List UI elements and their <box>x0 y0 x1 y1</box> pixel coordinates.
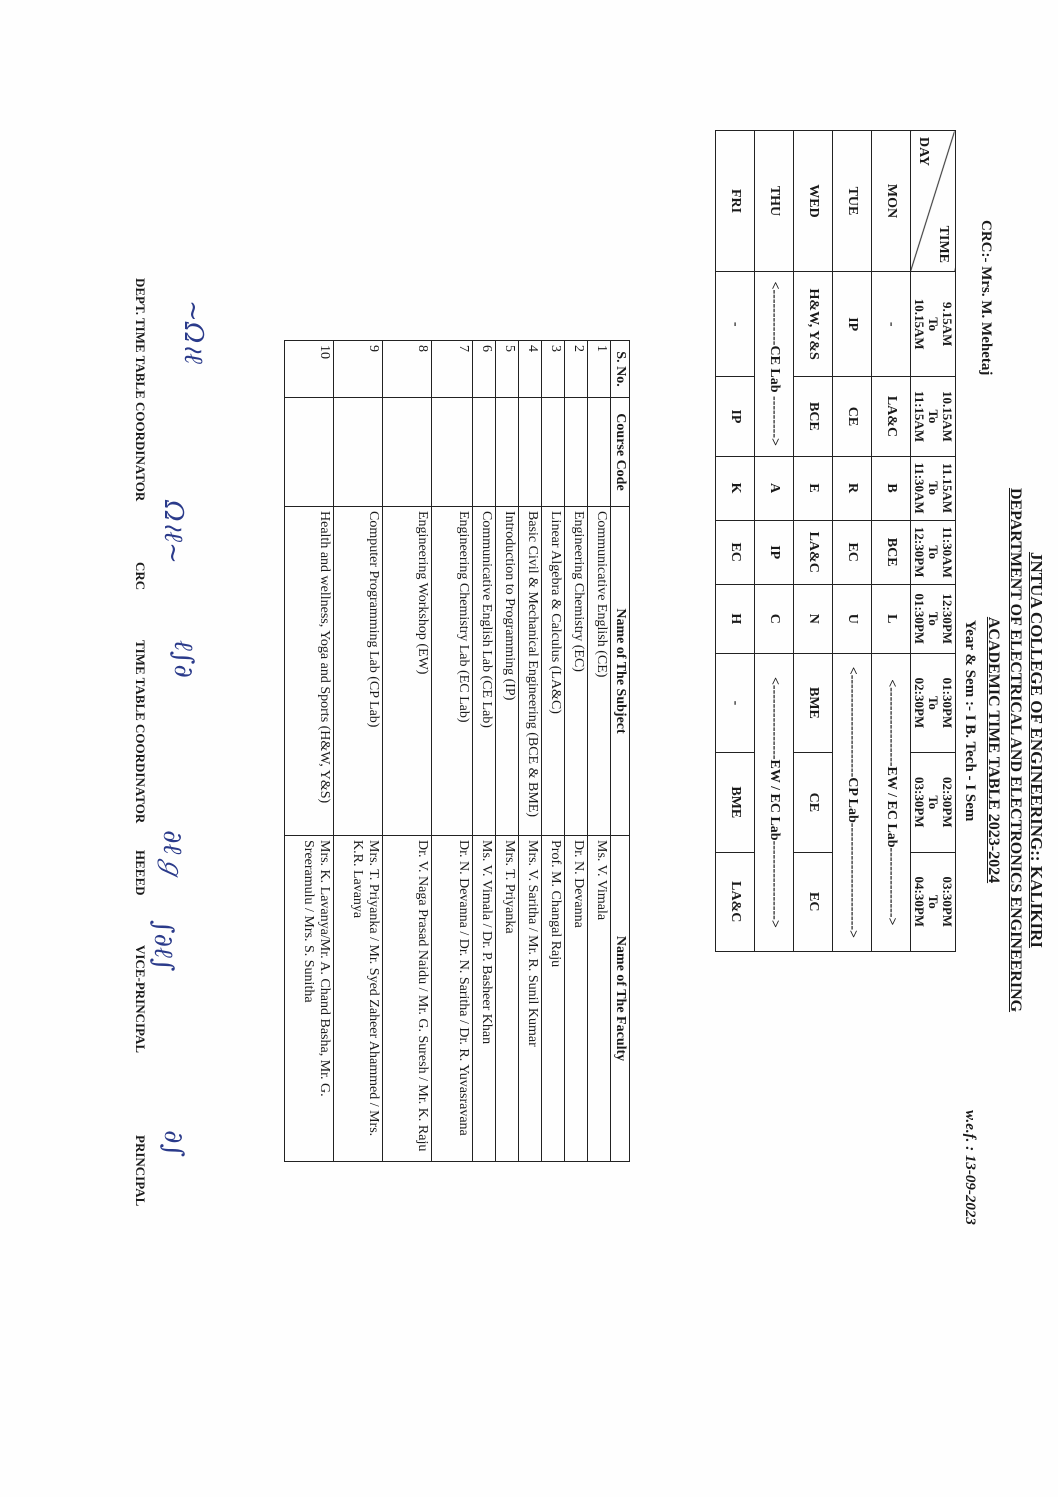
role-hod: HEEED <box>133 850 148 896</box>
role-timetable-coordinator: TIME TABLE COORDINATOR <box>133 640 148 824</box>
table-row: 5 Introduction to Programming (IP) Mrs. T. Priyanka <box>496 341 519 1162</box>
period-cell: LA&C <box>716 852 755 951</box>
lunch-letter: L <box>872 584 911 653</box>
period-cell: H&W, Y&S <box>794 272 833 377</box>
period-cell: EC <box>716 520 755 584</box>
college-name: JNTUA COLLEGE OF ENGINEERING:: KALIKIRI <box>1027 551 1046 949</box>
time-slot-3: 11.15AM To 11:30AM <box>911 456 956 520</box>
time-slot-4: 11:30AM To 12:30PM <box>911 520 956 584</box>
signature-crc: Ω≀ℓ~ <box>158 500 188 564</box>
table-row: 7 Engineering Chemistry Lab (EC Lab) Dr. N. Devanna / Dr. N. Saritha / Dr. R. Yuvasravana <box>432 341 473 1162</box>
period-cell: BME <box>794 653 833 752</box>
document-title: ACADEMIC TIME TABLE 2023-2024 <box>985 616 1002 884</box>
corner-day-label: DAY <box>916 137 931 167</box>
lab-span-cell: <----------------EW / EC Lab-----------------> <box>755 653 794 951</box>
period-cell: - <box>872 272 911 377</box>
effective-date: w.e.f. : 13-09-2023 <box>962 1110 978 1225</box>
period-cell: BME <box>716 753 755 852</box>
lunch-letter: H <box>716 584 755 653</box>
day-label: MON <box>872 131 911 272</box>
day-label: FRI <box>716 131 755 272</box>
signature-vice-principal: ∫∂ℓ∫ <box>148 920 178 972</box>
year-semester: Year & Sem :- I B. Tech - I Sem <box>962 620 978 822</box>
timetable-row-fri <box>716 131 755 952</box>
break-letter: E <box>794 456 833 520</box>
table-row: 3 Linear Algebra & Calculus (LA&C) Prof. M. Changal Raju <box>542 341 565 1162</box>
time-slot-2: 10.15AM To 11:15AM <box>911 377 956 456</box>
break-letter: A <box>755 456 794 520</box>
break-letter: K <box>716 456 755 520</box>
time-slot-8: 03:30PM To 04:30PM <box>911 852 956 951</box>
col-header-faculty: Name of The Faculty <box>611 836 630 1162</box>
period-cell: BCE <box>794 377 833 456</box>
day-label: THU <box>755 131 794 272</box>
lunch-letter: U <box>833 584 872 653</box>
table-row: 2 Engineering Chemistry (EC) Dr. N. Devanna <box>565 341 588 1162</box>
period-cell: IP <box>755 520 794 584</box>
signature-timetable-coordinator: ℓ∫∂ <box>168 640 198 678</box>
break-letter: B <box>872 456 911 520</box>
timetable-row-wed <box>794 131 833 952</box>
time-slot-1: 9.15AM To 10.15AM <box>911 272 956 377</box>
lab-span-cell: <------------CE Lab ---------> <box>755 272 794 457</box>
lab-span-cell: <-----------------EW / EC Lab---------------> <box>872 653 911 951</box>
department-name: DEPARTMENT OF ELECTRICAL AND ELECTRONICS ENGINEERING <box>1007 487 1024 1013</box>
col-header-sno: S. No. <box>611 341 630 398</box>
period-cell: BCE <box>872 520 911 584</box>
period-cell: CE <box>833 377 872 456</box>
subject-faculty-table <box>284 340 630 1162</box>
timetable-row-thu <box>755 131 794 952</box>
role-vice-principal: VICE-PRINCIPAL <box>133 945 148 1054</box>
role-principal: PRINCIPAL <box>133 1135 148 1207</box>
time-day-corner <box>911 131 956 272</box>
signature-dept-coordinator: ~Ω≀ℓ <box>178 300 208 364</box>
period-cell: LA&C <box>872 377 911 456</box>
table-row: 6 Communicative English Lab (CE Lab) Ms. V. Vimala / Dr. P. Basheer Khan <box>473 341 496 1162</box>
day-label: WED <box>794 131 833 272</box>
timetable-header-row <box>911 131 956 952</box>
timetable-row-mon <box>872 131 911 952</box>
subject-table-header <box>611 341 630 1162</box>
table-row: 4 Basic Civil & Mechanical Engineering (BCE & BME) Mrs. V. Saritha / Mr. R. Sunil Kumar <box>519 341 542 1162</box>
period-cell: CE <box>794 753 833 852</box>
role-crc: CRC <box>133 562 148 591</box>
table-row: 8 Engineering Workshop (EW) Dr. V. Naga Prasad Naidu / Mr. G. Suresh / Mr. K. Raju <box>383 341 432 1162</box>
lunch-letter: C <box>755 584 794 653</box>
period-cell: IP <box>716 377 755 456</box>
lunch-letter: N <box>794 584 833 653</box>
col-header-subject: Name of The Subject <box>611 507 630 836</box>
time-slot-7: 02:30PM To 03:30PM <box>911 753 956 852</box>
table-row: 1 Communicative English (CE) Ms. V. Vimala <box>588 341 611 1162</box>
period-cell: LA&C <box>794 520 833 584</box>
col-header-code: Course Code <box>611 398 630 507</box>
period-cell: IP <box>833 272 872 377</box>
period-cell: EC <box>833 520 872 584</box>
table-row: 10 Health and wellness, Yoga and Sports (H&W, Y&S) Mrs. K. Lavanya/Mr. A. Chand Basha, Mr. G. Sreeramulu / Mrs. S. Sunitha <box>285 341 334 1162</box>
crc-label: CRC:- Mrs. M. Mehetaj <box>978 220 994 376</box>
day-label: TUE <box>833 131 872 272</box>
break-letter: R <box>833 456 872 520</box>
period-cell: - <box>716 653 755 752</box>
signature-head: ∂ℓℊ <box>157 830 187 881</box>
period-cell: EC <box>794 852 833 951</box>
timetable-row-tue <box>833 131 872 952</box>
time-slot-5: 12:30PM To 01:30PM <box>911 584 956 653</box>
corner-time-label: TIME <box>936 225 951 263</box>
timetable <box>715 130 956 952</box>
period-cell: - <box>716 272 755 377</box>
signature-principal: ∂∫ <box>158 1130 188 1157</box>
lab-span-cell: <----------------------CP Lab-----------------------> <box>833 653 872 951</box>
table-row: 9 Computer Programming Lab (CP Lab) Mrs. T. Priyanka / Mr. Syed Zaheer Ahammed / Mrs. K.R. Lavanya <box>334 341 383 1162</box>
role-dept-timetable-coordinator: DEPT. TIME TABLE COORDINATOR <box>133 278 148 502</box>
time-slot-6: 01:30PM To 02:30PM <box>911 653 956 752</box>
